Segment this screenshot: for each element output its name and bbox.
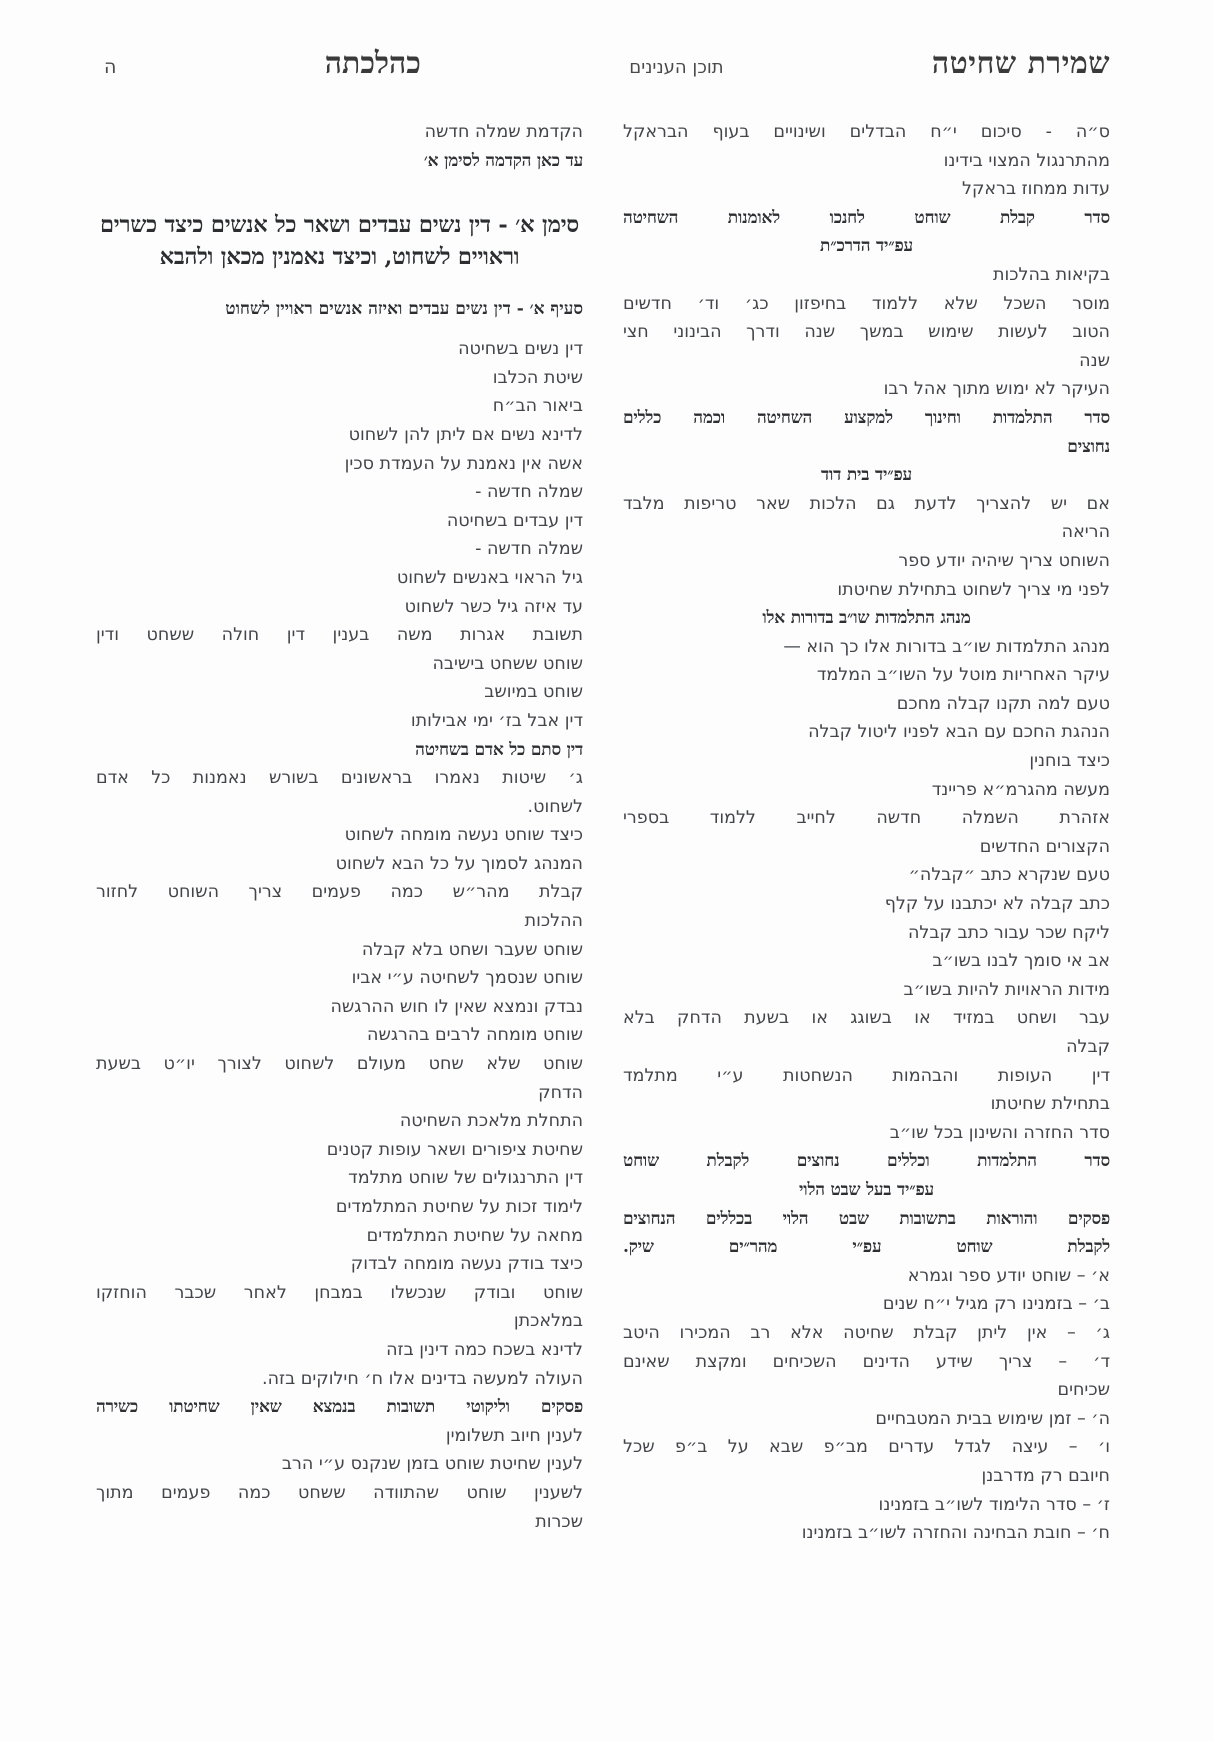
section-spacer [96, 175, 583, 209]
toc-entry[interactable]: ה׳ – זמן שימוש בבית המטבחיים [875, 1408, 1110, 1429]
toc-entry[interactable]: מחאה על שחיטת המתלמדים [366, 1225, 583, 1246]
toc-entry[interactable]: פסקים והוראות בתשובות שבט הלוי בכללים הנחוצים [623, 1208, 1110, 1229]
toc-entry[interactable]: ג׳ שיטות נאמרו בראשונים בשורש נאמנות כל אדם [96, 768, 583, 789]
toc-entry[interactable]: דין נשים בשחיטה [458, 339, 583, 360]
toc-entry[interactable]: דין אבל בז׳ ימי אבילותו [410, 710, 583, 731]
toc-entry[interactable]: הנהגת החכם עם הבא לפניו ליטול קבלה [808, 722, 1110, 743]
toc-entry[interactable]: שמלה חדשה - [475, 482, 583, 503]
toc-entry[interactable]: מידות הראויות להיות בשו״ב [903, 979, 1110, 1000]
toc-entry[interactable]: ז׳ – סדר הלימוד לשו״ב בזמנינו [878, 1494, 1110, 1515]
toc-entry[interactable]: שחיטת ציפורים ושאר עופות קטנים [326, 1139, 583, 1160]
toc-entry[interactable]: סדר החזרה והשינון בכל שו״ב [889, 1122, 1110, 1143]
toc-entry[interactable]: הטוב לעשות שימוש במשך שנה ודרך הבינוני חצי [623, 322, 1110, 343]
toc-entry[interactable]: שוחט מומחה לרבים בהרגשה [367, 1025, 583, 1046]
list-spacer [96, 323, 583, 335]
toc-entry[interactable]: מנהג התלמדות שו״ב בדורות אלו [762, 608, 971, 629]
siman-heading[interactable]: סימן א׳ - דין נשים עבדים ושאר כל אנשים כיצד כשרים וראויים לשחוט, וכיצד נאמנין מכאן ולהבא [99, 212, 580, 271]
toc-entry[interactable]: חיובם רק מדרבנן [981, 1465, 1110, 1486]
toc-entry[interactable]: לדינא בשכח כמה דינין בזה [386, 1339, 583, 1360]
toc-entry[interactable]: ג׳ – אין ליתן קבלת שחיטה אלא רב המכירו היטב [623, 1322, 1110, 1343]
toc-entry[interactable]: לשענין שוחט שהתוודה ששחט כמה פעמים מתוך [96, 1482, 583, 1503]
toc-column-left [96, 118, 583, 1681]
toc-entry[interactable]: שוחט ששחט בישיבה [432, 653, 583, 674]
toc-entry[interactable]: לשחוט. [527, 796, 583, 817]
toc-entry[interactable]: מהתרנגול המצוי בידינו [943, 150, 1110, 171]
page-folio-number: ה [104, 56, 117, 78]
running-head-book-title-right: שמירת שחיטה [931, 46, 1110, 81]
toc-entry[interactable]: פסקים וליקוטי תשובות בנמצא שאין שחיטתו כשירה [96, 1397, 583, 1418]
toc-entry[interactable]: ביאור הב״ח [492, 396, 583, 417]
toc-entry[interactable]: העולה למעשה בדינים אלו ח׳ חילוקים בזה. [262, 1368, 583, 1389]
toc-entry[interactable]: ב׳ – בזמנינו רק מגיל י״ח שנים [882, 1294, 1110, 1315]
toc-entry[interactable]: עבר ושחט במזיד או בשוגג או בשעת הדחק בלא [623, 1008, 1110, 1029]
toc-entry[interactable]: קבלה [1066, 1037, 1110, 1057]
toc-entry[interactable]: שכיחים [1057, 1380, 1110, 1401]
heading-spacer [96, 273, 583, 295]
toc-entry[interactable]: ס״ה - סיכום י״ח הבדלים ושינויים בעוף הבראקל [623, 122, 1110, 142]
toc-entry[interactable]: הריאה [1061, 522, 1110, 543]
toc-entry[interactable]: העיקר לא ימוש מתוך אהל רבו [883, 379, 1110, 400]
toc-entry[interactable]: עדות ממחוז בראקל [962, 179, 1110, 200]
toc-entry[interactable]: נחוצים [1067, 436, 1110, 457]
toc-entry[interactable]: לפני מי צריך לשחוט בתחילת שחיטתו [837, 579, 1110, 600]
toc-entry[interactable]: ד׳ – צריך שידע הדינים השכיחים ומקצת שאינם [623, 1351, 1110, 1372]
toc-entry[interactable]: מעשה מהגרמ״א פריינד [931, 779, 1110, 800]
toc-entry[interactable]: דין העופות והבהמות הנשחטות ע״י מתלמד [623, 1065, 1110, 1086]
toc-entry[interactable]: שכרות [535, 1511, 583, 1532]
toc-entry[interactable]: אשה אין נאמנת על העמדת סכין [344, 453, 583, 474]
toc-entry[interactable]: אב אי סומך לבנו בשו״ב [932, 951, 1110, 972]
toc-entry[interactable]: אם יש להצריך לדעת גם הלכות שאר טריפות מלבד [623, 493, 1110, 514]
toc-entry[interactable]: במלאכתן [513, 1311, 583, 1332]
toc-entry[interactable]: לדינא נשים אם ליתן להן לשחוט [348, 424, 583, 445]
toc-entry[interactable]: ההלכות [524, 911, 583, 932]
running-head-section-label: תוכן הענינים [629, 57, 724, 78]
toc-column-right [623, 118, 1110, 1681]
toc-entry[interactable]: ליקח שכר עבור כתב קבלה [908, 922, 1110, 943]
seif-heading[interactable]: סעיף א׳ - דין נשים עבדים ואיזה אנשים ראויין לשחוט [225, 299, 583, 320]
toc-entry[interactable]: המנהג לסמוך על כל הבא לשחוט [335, 853, 583, 874]
toc-entry[interactable]: עד כאן הקדמה לסימן א׳ [423, 150, 583, 171]
toc-entry[interactable]: מנהג התלמדות שו״ב בדורות אלו כך הוא — [783, 636, 1110, 657]
toc-entry[interactable]: קבלת מהר״ש כמה פעמים צריך השוחט לחזור [96, 882, 583, 903]
toc-entry[interactable]: דין התרנגולים של שוחט מתלמד [348, 1168, 583, 1189]
toc-entry[interactable]: אזהרת השמלה חדשה לחייב ללמוד בספרי [623, 808, 1110, 829]
toc-entry[interactable]: גיל הראוי באנשים לשחוט [396, 567, 583, 588]
toc-entry[interactable]: השוחט צריך שיהיה יודע ספר [898, 550, 1110, 571]
toc-entry[interactable]: לימוד זכות על שחיטת המתלמדים [335, 1197, 583, 1217]
toc-entry[interactable]: שוחט במיושב [484, 682, 583, 703]
toc-entry[interactable]: הקצורים החדשים [979, 836, 1110, 857]
toc-entry[interactable]: ו׳ – עיצה לגדל עדרים מב״פ שבא על ב״פ שכל [623, 1437, 1110, 1458]
toc-entry[interactable]: עפ״יד הדרכ״ת [820, 236, 913, 257]
toc-columns [96, 118, 1110, 1681]
toc-entry[interactable]: סדר קבלת שוחט לחנכו לאומנות השחיטה [623, 207, 1110, 228]
toc-entry[interactable]: טעם שנקרא כתב ״קבלה״ [908, 865, 1110, 886]
toc-entry[interactable]: שוחט שנסמך לשחיטה ע״י אביו [351, 968, 583, 989]
toc-entry[interactable]: שנה [1079, 350, 1110, 371]
toc-entry[interactable]: שוחט שלא שחט מעולם לשחוט לצורך יו״ט בשעת [96, 1054, 583, 1075]
toc-entry[interactable]: התחלת מלאכת השחיטה [399, 1111, 583, 1132]
toc-entry[interactable]: כיצד שוחט נעשה מומחה לשחוט [344, 825, 583, 846]
toc-entry[interactable]: הקדמת שמלה חדשה [424, 122, 583, 142]
toc-entry[interactable]: דין עבדים בשחיטה [446, 510, 583, 531]
toc-entry[interactable]: דין סתם כל אדם בשחיטה [415, 739, 583, 760]
toc-entry[interactable]: לקבלת שוחט עפ״י מהר״ים שיק. [623, 1237, 1110, 1258]
toc-entry[interactable]: שיטת הכלבו [492, 367, 583, 388]
toc-entry[interactable]: הדחק [538, 1082, 583, 1103]
toc-entry[interactable]: עיקר האחריות מוטל על השו״ב המלמד [816, 665, 1110, 686]
toc-entry[interactable]: שמלה חדשה - [475, 539, 583, 560]
toc-entry[interactable]: לענין חיוב תשלומין [445, 1425, 583, 1446]
toc-entry[interactable]: תשובת אגרות משה בענין דין חולה ששחט ודין [96, 625, 583, 646]
toc-entry[interactable]: שוחט שעבר ושחט בלא קבלה [361, 939, 583, 960]
toc-entry[interactable]: נבדק ונמצא שאין לו חוש ההרגשה [330, 996, 583, 1017]
toc-entry[interactable]: טעם למה תקנו קבלה מחכם [896, 693, 1110, 714]
toc-entry[interactable]: ח׳ – חובת הבחינה והחזרה לשו״ב בזמנינו [801, 1523, 1110, 1544]
toc-entry[interactable]: לענין שחיטת שוחט בזמן שנקנס ע״י הרב [281, 1454, 583, 1475]
toc-entry[interactable]: כיצד בודק נעשה מומחה לבדוק [350, 1254, 583, 1275]
toc-entry[interactable]: בתחילת שחיטתו [990, 1094, 1110, 1115]
toc-entry[interactable]: כיצד בוחנין [1029, 751, 1110, 772]
toc-entry[interactable]: א׳ – שוחט יודע ספר וגמרא [907, 1265, 1110, 1286]
running-head-book-title-left: כהלכתה [324, 46, 421, 81]
toc-entry[interactable]: כתב קבלה לא יכתבנו על קלף [884, 894, 1110, 915]
toc-entry[interactable]: עד איזה גיל כשר לשחוט [404, 596, 583, 617]
toc-entry[interactable]: בקיאות בהלכות [993, 264, 1110, 285]
toc-entry[interactable]: שוחט ובודק שנכשלו במבחן לאחר שכבר הוחזקו [96, 1282, 583, 1303]
running-head [104, 46, 1110, 98]
toc-entry[interactable]: מוסר השכל שלא ללמוד בחיפזון כג׳ וד׳ חדשים [623, 293, 1110, 314]
toc-entry[interactable]: עפ״יד בית דוד [821, 465, 912, 486]
toc-entry[interactable]: עפ״יד בעל שבט הלוי [799, 1179, 934, 1200]
toc-entry[interactable]: סדר התלמדות וכללים נחוצים לקבלת שוחט [623, 1151, 1110, 1172]
toc-entry[interactable]: סדר התלמדות וחינוך למקצוע השחיטה וכמה כללים [623, 407, 1110, 428]
